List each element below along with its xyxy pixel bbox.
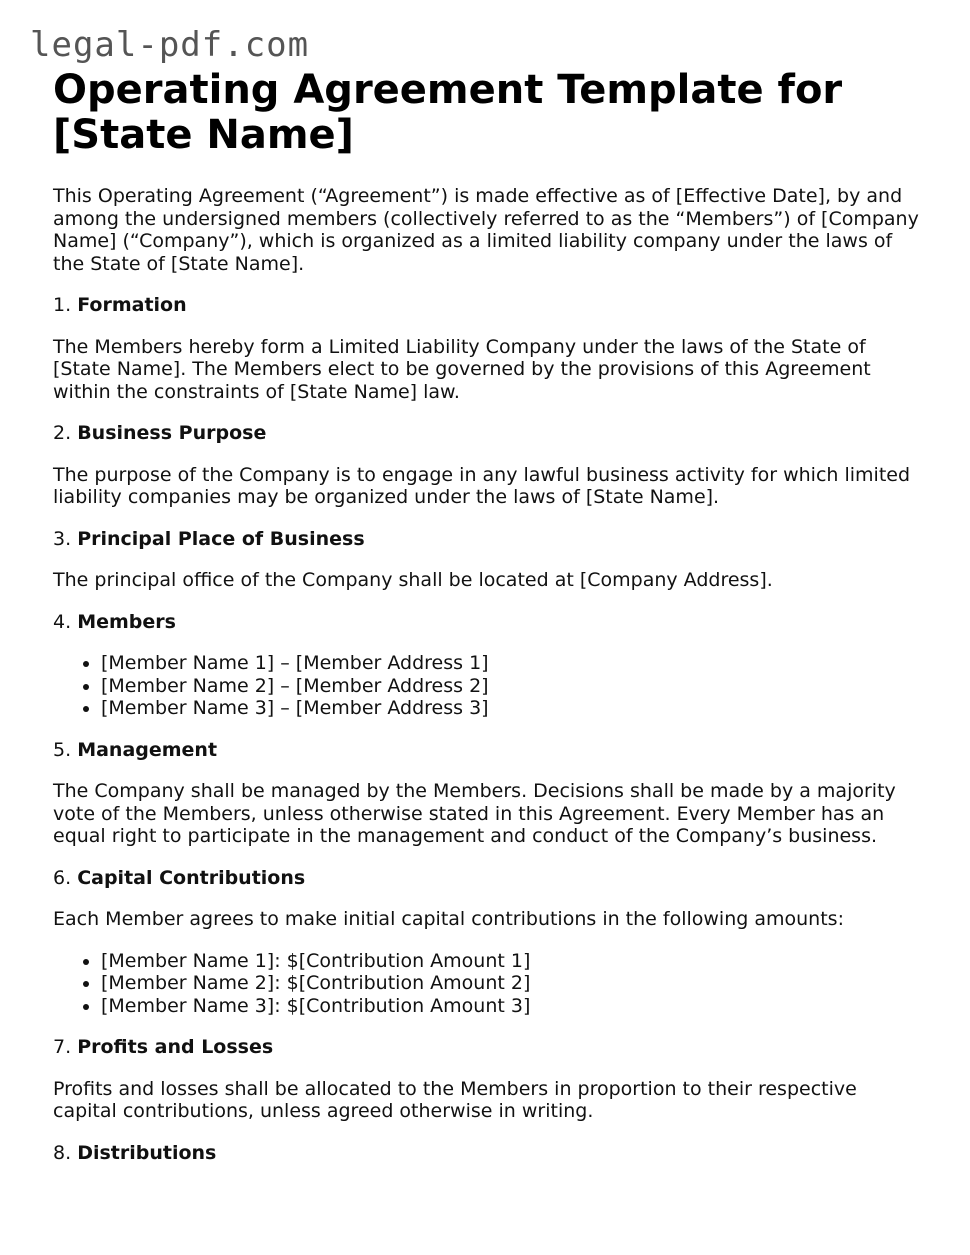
list-item: • [Member Name 2]: $[Contribution Amount 2] <box>101 972 923 995</box>
list-item: • [Member Name 3]: $[Contribution Amount 3] <box>101 995 923 1018</box>
section-heading-management: 5. Management <box>53 738 218 761</box>
list-item: • [Member Name 1] – [Member Address 1] <box>101 652 923 675</box>
document-title: Operating Agreement Template for [State Name] <box>53 67 843 158</box>
section-heading-formation: 1. Formation <box>53 294 187 316</box>
list-item: • [Member Name 2] – [Member Address 2] <box>101 675 923 698</box>
section-text-principal-place: The principal office of the Company shall be located at [Company Address]. <box>53 569 773 591</box>
watermark: legal-pdf.com <box>30 25 310 65</box>
section-text-management: The Company shall be managed by the Members. Decisions shall be made by a majority vote of the Members, unless otherwise stated in this Agreement. Every Member has an equal right to participate in the management and conduct of the Company’s business. <box>53 780 896 847</box>
section-heading-business-purpose: 2. Business Purpose <box>53 422 267 444</box>
list-item: • [Member Name 1]: $[Contribution Amount 1] <box>101 950 923 973</box>
section-heading-profits-losses: 7. Profits and Losses <box>53 1036 274 1058</box>
document-page <box>53 68 923 1164</box>
section-text-capital-contributions: Each Member agrees to make initial capital contributions in the following amounts: <box>53 908 844 930</box>
section-heading-members: 4. Members <box>53 610 176 633</box>
intro-paragraph: This Operating Agreement (“Agreement”) is made effective as of [Effective Date], by and among the undersigned members (collectively referred to as the “Members”) of [Company Name] (“Company”), which is organized as a limited liability company under the laws of the State of [State Name]. <box>53 185 919 275</box>
section-heading-distributions: 8. Distributions <box>53 1141 217 1164</box>
members-list <box>53 652 923 720</box>
list-item: • [Member Name 3] – [Member Address 3] <box>101 697 923 720</box>
section-heading-capital-contributions: 6. Capital Contributions <box>53 866 306 889</box>
section-heading-principal-place: 3. Principal Place of Business <box>53 527 365 550</box>
section-text-business-purpose: The purpose of the Company is to engage in any lawful business activity for which limited liability companies may be organized under the laws of [State Name]. <box>53 463 911 508</box>
section-text-profits-losses: Profits and losses shall be allocated to the Members in proportion to their respective capital contributions, unless agreed otherwise in writing. <box>53 1077 857 1122</box>
contributions-list <box>53 950 923 1018</box>
section-text-formation: The Members hereby form a Limited Liability Company under the laws of the State of [State Name]. The Members elect to be governed by the provisions of this Agreement within the constraints of [State Name] law. <box>53 335 871 403</box>
